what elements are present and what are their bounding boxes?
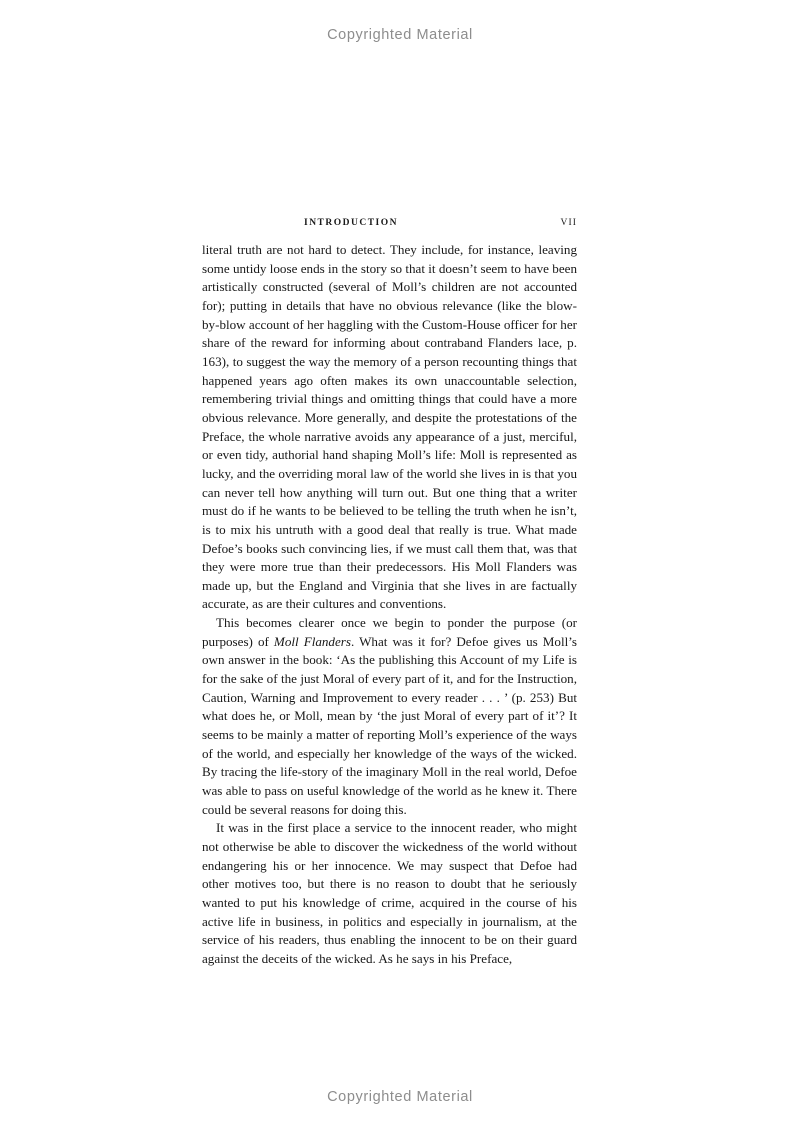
watermark-bottom: Copyrighted Material: [327, 1089, 473, 1105]
body-text: [202, 241, 577, 969]
paragraph-2-part-1: This becomes clearer once we begin to ponder the purpose (or purposes) of: [202, 615, 577, 649]
paragraph-2: [202, 614, 577, 819]
page-content: [202, 218, 577, 969]
running-head-title: INTRODUCTION: [304, 218, 399, 228]
paragraph-1: literal truth are not hard to detect. They include, for instance, leaving some untidy loose ends in the story so that it doesn’t seem to have been artistically constructed (several of Moll’s children are not accounted for); putting in details that have no obvious relevance (like the blow-by-blow account of her haggling with the Custom-House officer for her share of the reward for informing about contraband Flanders lace, p. 163), to suggest the way the memory of a person recounting things that happened years ago often makes its own unaccountable selection, remembering trivial things and omitting things that could have a more obvious relevance. More generally, and despite the protestations of the Preface, the whole narrative avoids any appearance of a just, merciful, or even tidy, authorial hand shaping Moll’s life: Moll is represented as lucky, and the overriding moral law of the world she lives in is that you can never tell how anything will turn out. But one thing that a writer must do if he wants to be believed to be telling the truth when he isn’t, is to mix his untruth with a good deal that really is true. What made Defoe’s books such convincing lies, if we must call them that, was that they were more true than their predecessors. His Moll Flanders was made up, but the England and Virginia that she lives in are factually accurate, as are their cultures and conventions.: [202, 242, 578, 612]
page-number: VII: [560, 218, 577, 228]
watermark-top: Copyrighted Material: [327, 27, 473, 43]
paragraph-3: It was in the first place a service to the innocent reader, who might not otherwise be able to discover the wickedness of the world without endangering his or her innocence. We may suspect that Defoe had other motives too, but there is no reason to doubt that he seriously wanted to put his knowledge of crime, acquired in the course of his active life in business, in politics and especially in journalism, at the service of his readers, thus enabling the innocent to be on their guard against the deceits of the wicked. As he says in his Preface,: [202, 820, 577, 966]
running-head: [202, 218, 577, 228]
paragraph-2-part-2: . What was it for? Defoe gives us Moll’s own answer in the book: ‘As the publishing this Account of my Life is for the sake of the just Moral of every part of it, and for the Instruction, Caution, Warning and Improvement to every reader . . . ’ (p. 253) But what does he, or Moll, mean by ‘the just Moral of every part of it’? It seems to be mainly a matter of reporting Moll’s experience of the ways of the world, and especially her knowledge of the ways of the wicked. By tracing the life-story of the imaginary Moll in the real world, Defoe was able to pass on useful knowledge of the world as he knew it. There could be several reasons for doing this.: [202, 633, 577, 817]
book-title-moll-flanders: Moll Flanders: [273, 633, 351, 649]
